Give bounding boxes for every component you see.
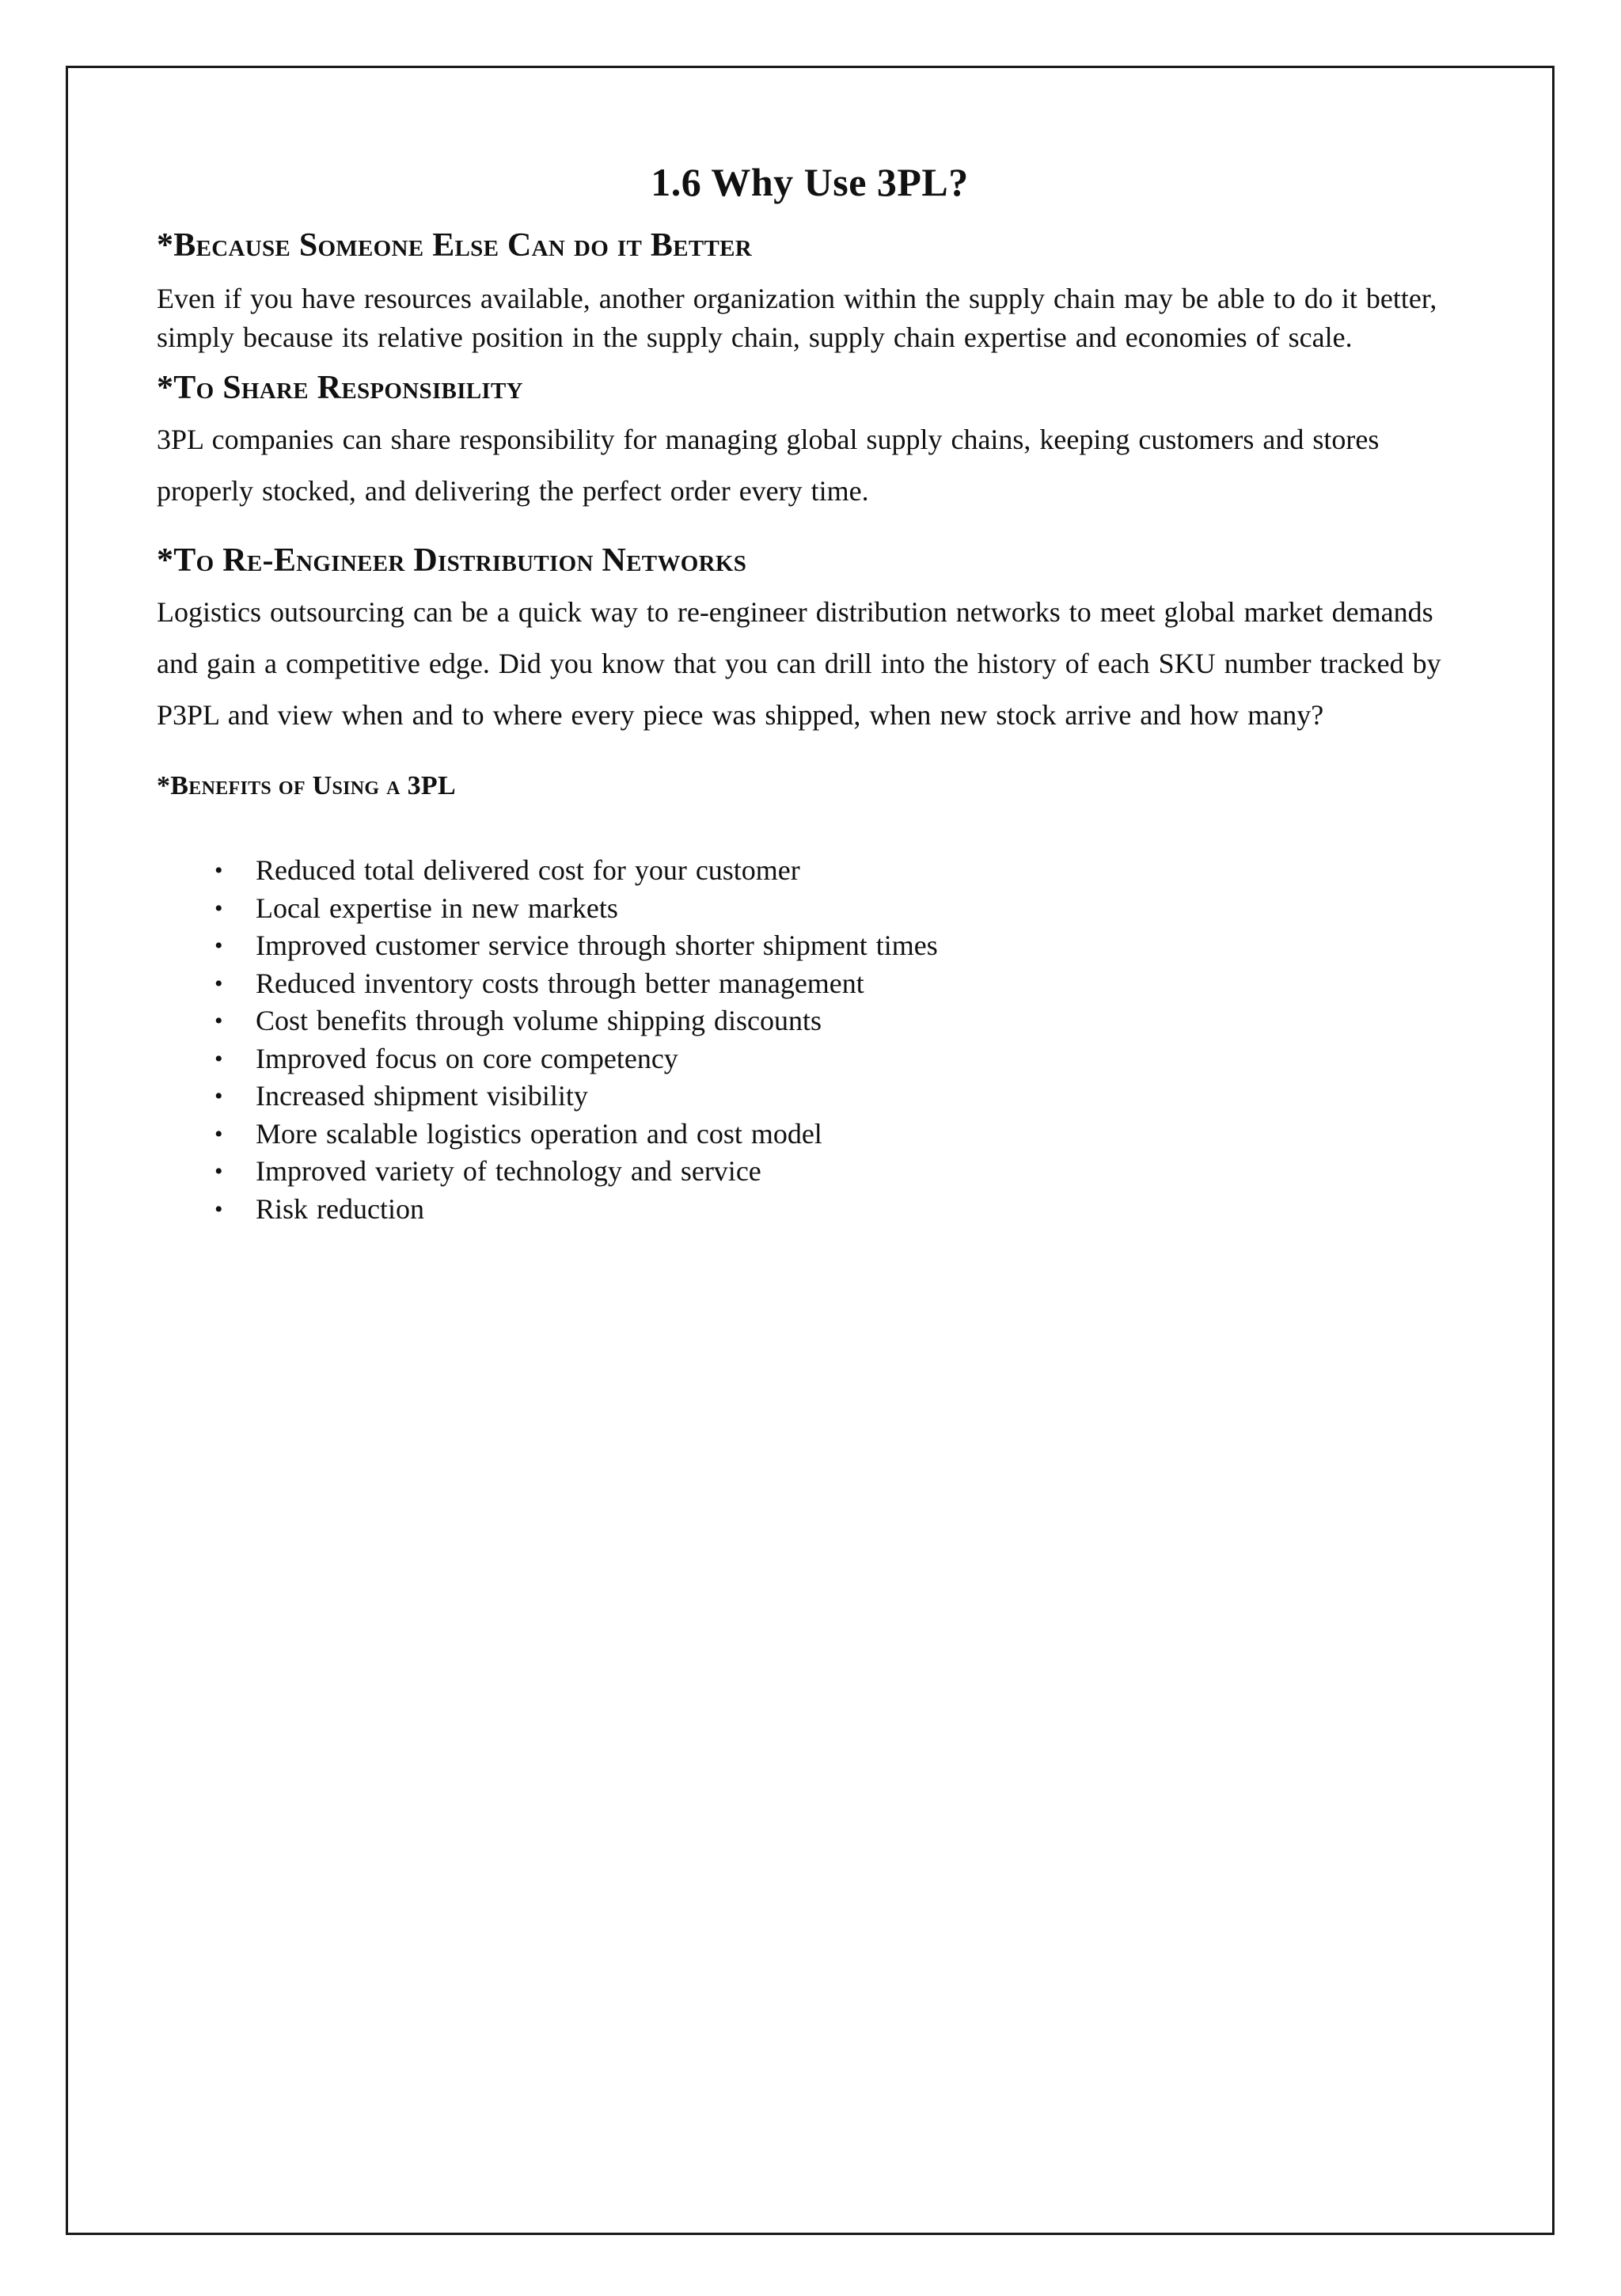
section-heading-benefits: *Benefits of Using a 3PL [157, 771, 456, 800]
section-body-responsibility: 3PL companies can share responsibility for managing global supply chains, keeping customers and stores properly stocked, and delivering the perfect order every time. [157, 424, 1380, 507]
list-item-text: More scalable logistics operation and cost model [256, 1117, 822, 1150]
list-item-text: Cost benefits through volume shipping discounts [256, 1005, 822, 1036]
section-heading-responsibility: *To Share Responsibility [157, 370, 523, 406]
bullet-icon: • [214, 1158, 223, 1184]
bullet-icon: • [214, 1045, 223, 1072]
list-item [214, 1040, 1463, 1078]
bullet-icon: • [214, 970, 223, 997]
section-heading-better: *Because Someone Else Can do it Better [157, 227, 753, 264]
bullet-icon: • [214, 1120, 223, 1147]
bullet-icon: • [214, 933, 223, 959]
list-item-text: Increased shipment visibility [256, 1080, 588, 1112]
bullet-icon: • [214, 857, 223, 884]
list-item [214, 852, 1463, 890]
list-item [214, 1002, 1463, 1040]
list-item-text: Improved variety of technology and service [256, 1155, 761, 1187]
bullet-icon: • [214, 895, 223, 922]
list-item-text: Local expertise in new markets [256, 891, 618, 924]
bullet-icon: • [214, 1196, 223, 1222]
list-item [214, 1191, 1463, 1229]
benefits-list [157, 852, 1463, 1228]
list-item [214, 1153, 1463, 1191]
bullet-icon: • [214, 1083, 223, 1109]
list-item-text: Reduced inventory costs through better management [256, 967, 864, 999]
list-item [214, 927, 1463, 965]
list-item-text: Reduced total delivered cost for your customer [256, 854, 800, 886]
document-body [157, 154, 1463, 1228]
bullet-icon: • [214, 1008, 223, 1034]
section-body-better: Even if you have resources available, another organization within the supply chain may be able to do it better, simply because its relative position in the supply chain, supply chain expertise and economies of scale. [157, 283, 1437, 353]
list-item-text: Improved focus on core competency [256, 1042, 678, 1074]
list-item [214, 965, 1463, 1003]
list-item [214, 1116, 1463, 1154]
page-title: 1.6 Why Use 3PL? [651, 160, 969, 204]
list-item-text: Risk reduction [256, 1192, 424, 1225]
list-item-text: Improved customer service through shorter shipment times [256, 929, 938, 961]
list-item [214, 1078, 1463, 1116]
section-heading-reengineer: *To Re-Engineer Distribution Networks [157, 542, 747, 579]
list-item [214, 890, 1463, 928]
section-body-reengineer: Logistics outsourcing can be a quick way to re-engineer distribution networks to meet global market demands and gain a competitive edge. Did you know that you can drill into the history of each SKU number tracked by P3PL and view when and to where every piece was shipped, when new stock arrive and how many? [157, 596, 1441, 731]
